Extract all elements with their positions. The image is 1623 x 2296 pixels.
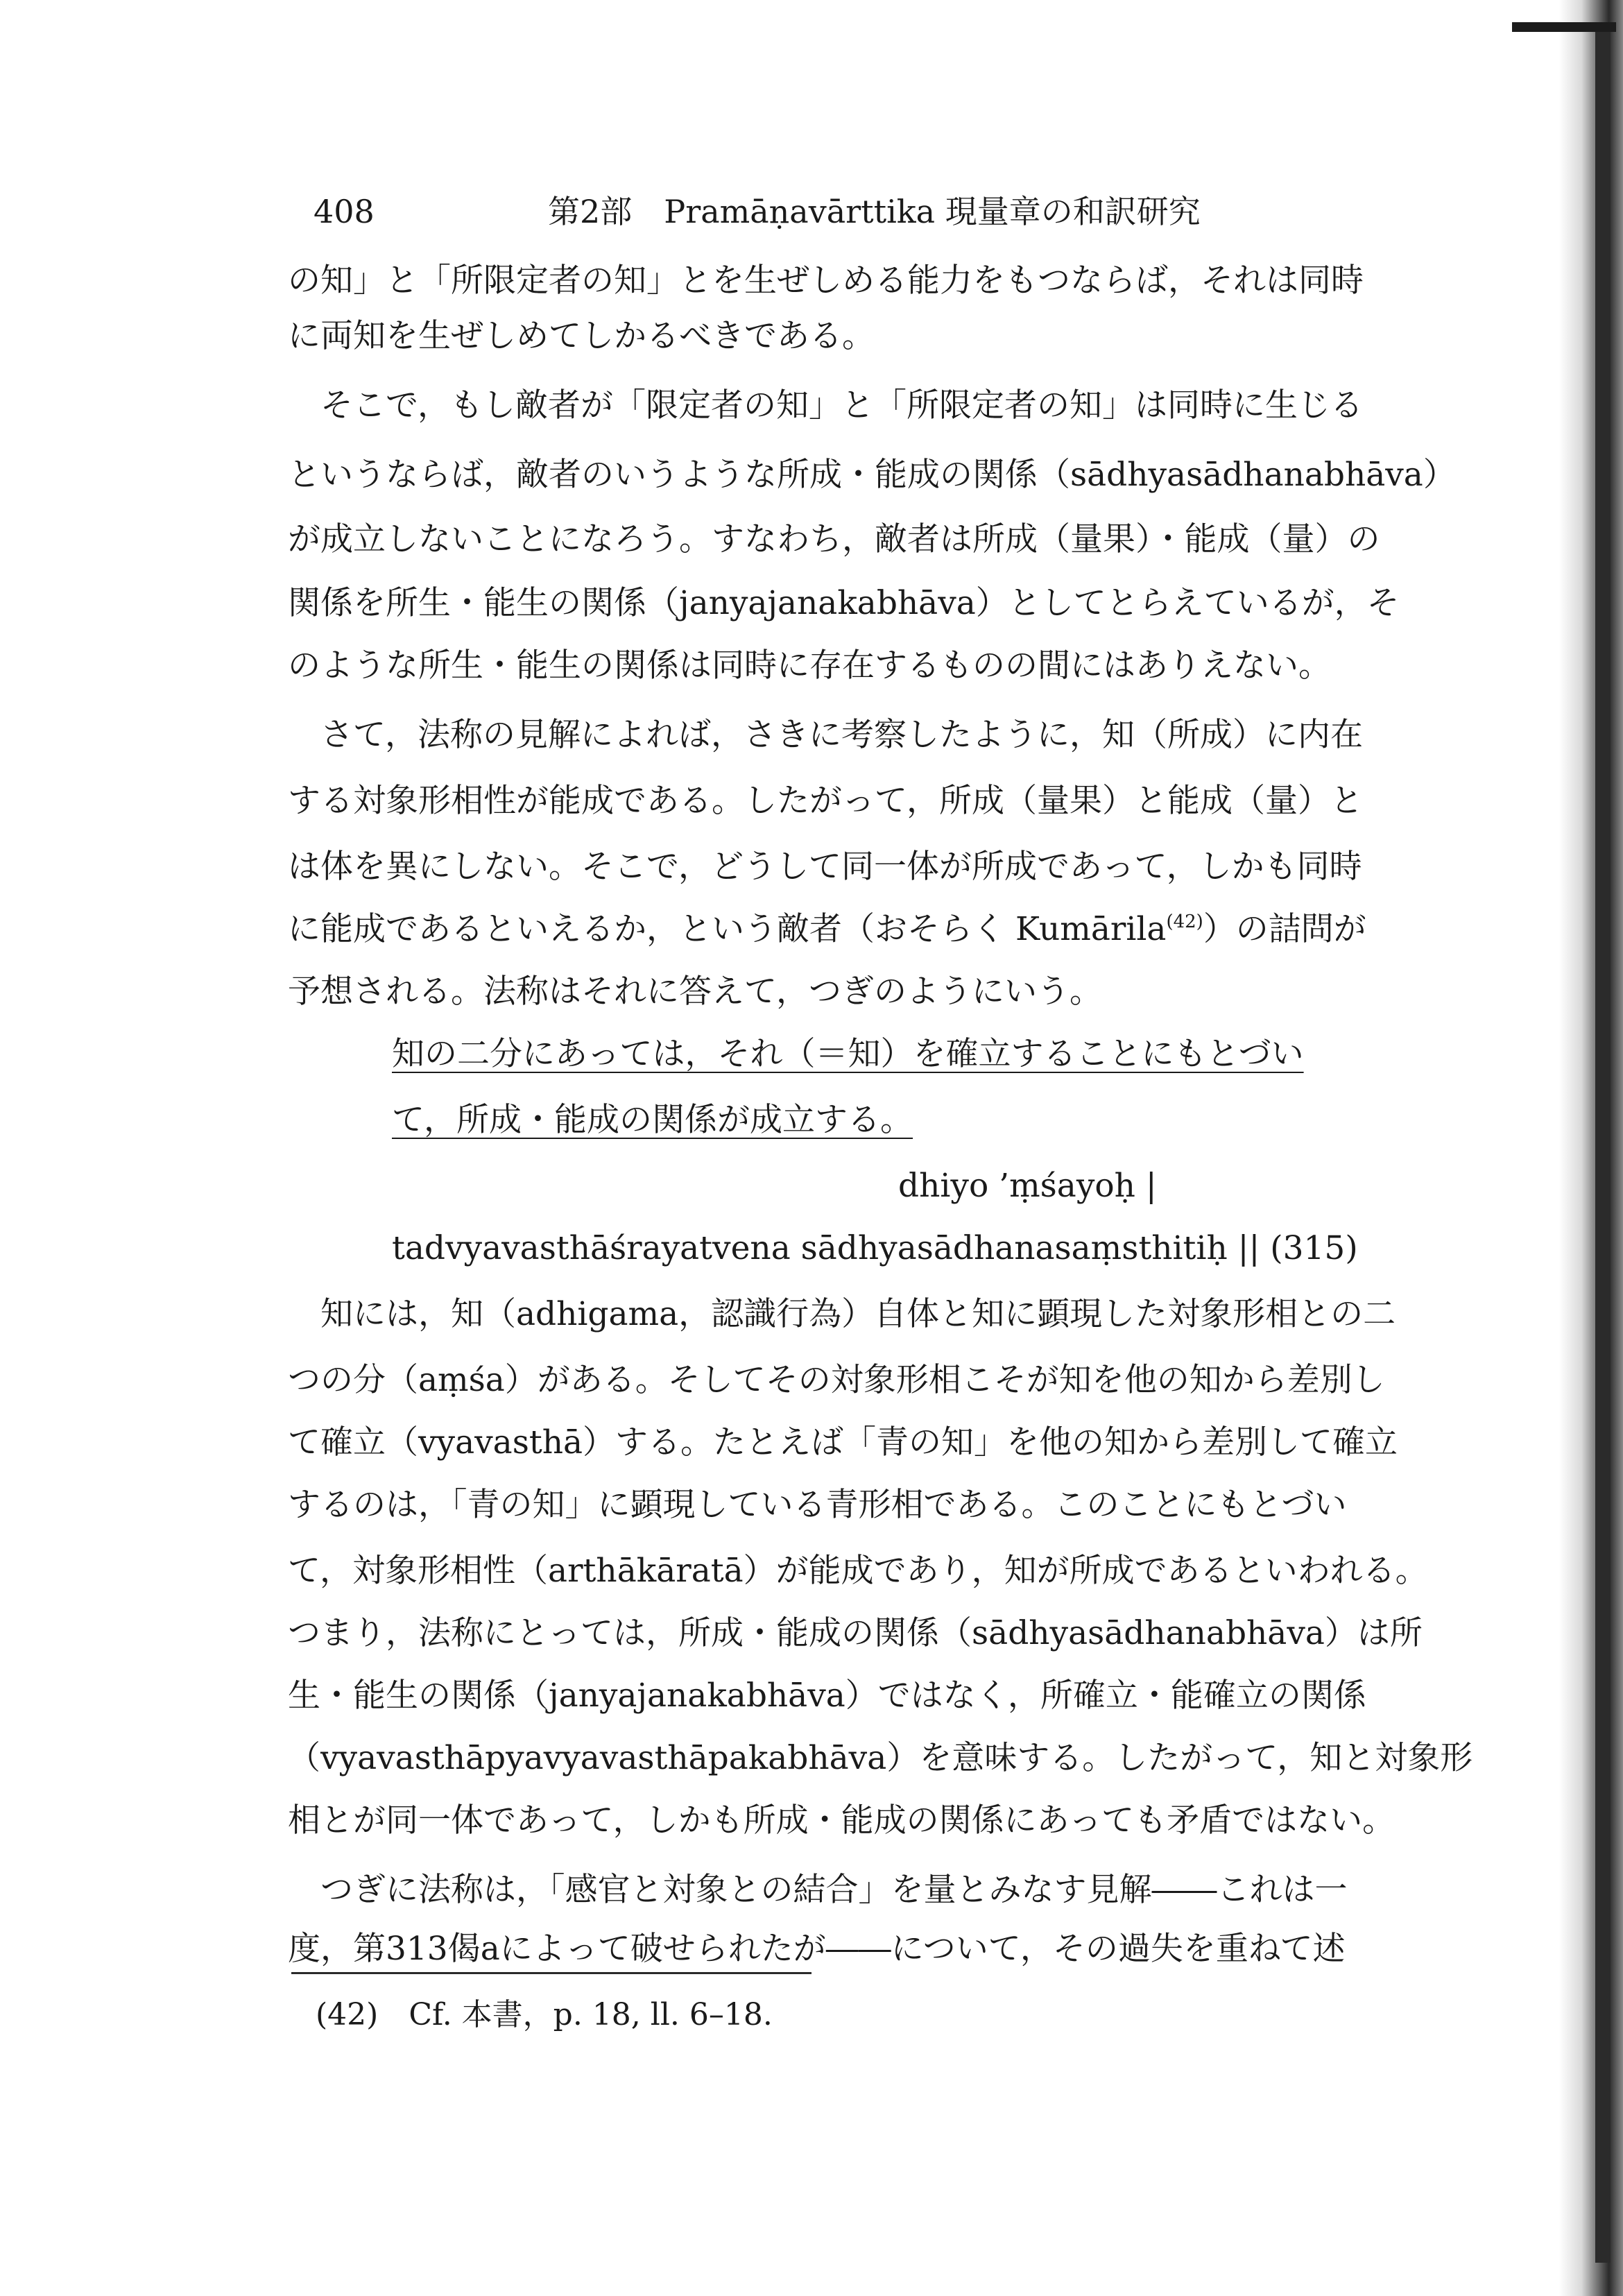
- running-title: 第2部 Pramāṇavārttika 現量章の和訳研究: [548, 193, 1201, 230]
- footnote: (42) Cf. 本書，p. 18, ll. 6–18.: [316, 1997, 773, 2032]
- footnote-separator: [291, 1972, 812, 1974]
- page-header: [314, 184, 1423, 239]
- text-line: 関係を所生・能生の関係（janyajanakabhāva）としてとらえているが，そ: [288, 584, 1400, 622]
- text-line: に両知を生ぜしめてしかるべきである。: [288, 317, 875, 355]
- text-line: するのは，「青の知」に顕現している青形相である。このことにもとづい: [288, 1486, 1347, 1524]
- text-line: （vyavasthāpyavyavasthāpakabhāva）を意味する。したがって，知と対象形: [288, 1739, 1473, 1777]
- text-line-main: に能成であるといえるか，という敵者（おそらく Kumārila: [288, 910, 1167, 948]
- text-line: さて，法称の見解によれば，さきに考察したように，知（所成）に内在: [288, 716, 1364, 754]
- text-line: というならば，敵者のいうような所成・能成の関係（sādhyasādhanabhāva）: [288, 456, 1456, 494]
- text-line: て確立（vyavasthā）する。たとえば「青の知」を他の知から差別して確立: [288, 1423, 1398, 1462]
- sanskrit-line: dhiyo ’ṃśayoḥ |: [898, 1167, 1157, 1205]
- text-line: が成立しないことになろう。すなわち，敵者は所成（量果）・能成（量）の: [288, 520, 1380, 558]
- text-line: 相とが同一体であって，しかも所成・能成の関係にあっても矛盾ではない。: [288, 1801, 1396, 1840]
- text-line: つまり，法称にとっては，所成・能成の関係（sādhyasādhanabhāva）は所: [288, 1614, 1423, 1652]
- text-line: つぎに法称は，「感官と対象との結合」を量とみなす見解――これは一: [288, 1871, 1348, 1909]
- scan-binding-bar: [1595, 22, 1611, 2263]
- text-line: の知」と「所限定者の知」とを生ぜしめる能力をもつならば，それは同時: [288, 262, 1364, 300]
- scan-binding-bracket: [1512, 22, 1616, 32]
- scan-page-edge: [1559, 0, 1623, 2296]
- text-line: は体を異にしない。そこで，どうして同一体が所成であって，しかも同時: [288, 848, 1362, 886]
- footnote-ref: (42): [1166, 911, 1203, 932]
- text-line: のような所生・能生の関係は同時に存在するものの間にはありえない。: [288, 646, 1331, 685]
- text-line-tail: ）の詰問が: [1203, 910, 1366, 948]
- page-number: 408: [314, 193, 375, 230]
- text-line: て，対象形相性（arthākāratā）が能成であり，知が所成であるといわれる。: [288, 1552, 1428, 1590]
- text-line: [288, 902, 1366, 957]
- text-line: 度，第313偈aによって破せられたが――について，その過失を重ねて述: [288, 1930, 1346, 1968]
- verse-line: て，所成・能成の関係が成立する。: [392, 1101, 913, 1139]
- verse-line: 知の二分にあっては，それ（＝知）を確立することにもとづい: [392, 1035, 1304, 1073]
- text-line: そこで，もし敵者が「限定者の知」と「所限定者の知」は同時に生じる: [288, 386, 1364, 425]
- text-line: 生・能生の関係（janyajanakabhāva）ではなく，所確立・能確立の関係: [288, 1677, 1366, 1715]
- text-line: 知には，知（adhigama，認識行為）自体と知に顕現した対象形相との二: [288, 1295, 1396, 1333]
- sanskrit-line: tadvyavasthāśrayatvena sādhyasādhanasaṃsthitiḥ || (315): [392, 1229, 1358, 1267]
- text-line: つの分（aṃśa）がある。そしてその対象形相こそが知を他の知から差別し: [288, 1361, 1385, 1399]
- text-line: 予想される。法称はそれに答えて，つぎのようにいう。: [288, 973, 1103, 1011]
- text-line: する対象形相性が能成である。したがって，所成（量果）と能成（量）と: [288, 782, 1364, 820]
